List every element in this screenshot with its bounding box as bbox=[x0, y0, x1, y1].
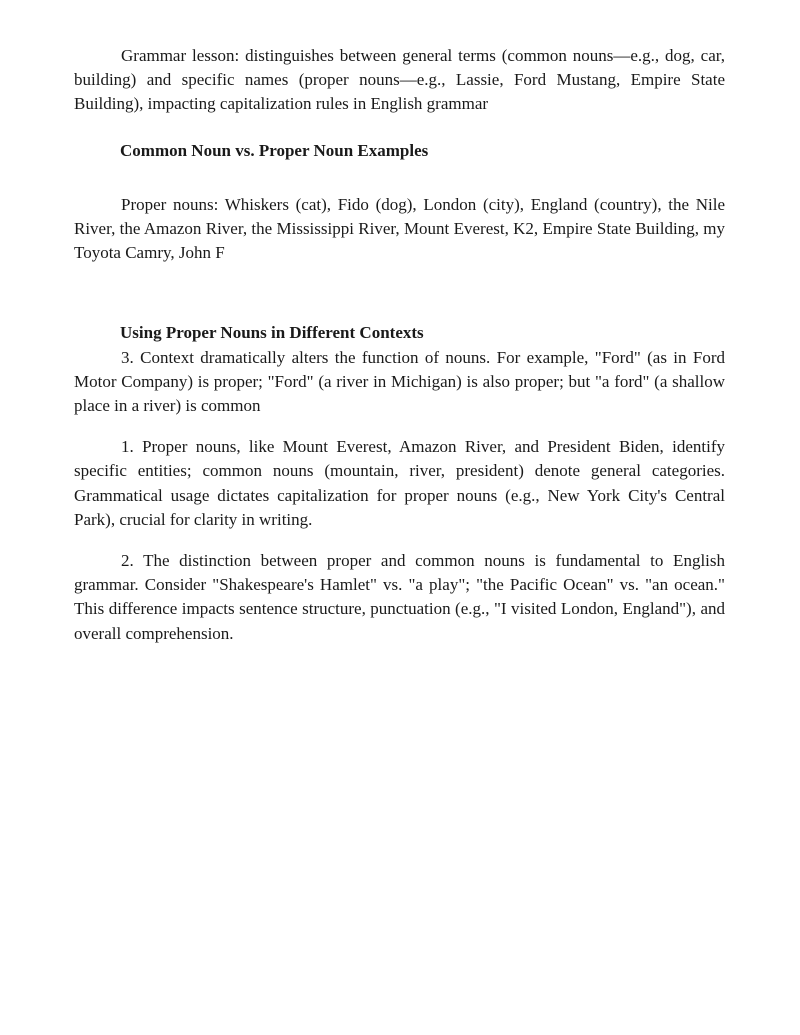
document-page bbox=[74, 44, 725, 646]
heading-contexts: Using Proper Nouns in Different Contexts bbox=[120, 323, 424, 343]
intro-paragraph: Grammar lesson: distinguishes between general terms (common nouns—e.g., dog, car, building) and specific names (proper nouns—e.g., Lassie, Ford Mustang, Empire State Building), impacting capitalization rules in English grammar bbox=[74, 46, 725, 114]
proper-nouns-paragraph: Proper nouns: Whiskers (cat), Fido (dog), London (city), England (country), the Nile River, the Amazon River, the Mississippi River, Mount Everest, K2, Empire State Building, my Toyota Camry, John F bbox=[74, 194, 725, 263]
heading-examples: Common Noun vs. Proper Noun Examples bbox=[120, 140, 429, 160]
paragraph-1: 1. Proper nouns, like Mount Everest, Amazon River, and President Biden, identify specific entities; common nouns (mountain, river, president) denote general categories. Grammatical usage dictates capitalization for proper nouns (e.g., New York City's Central Park), crucial for clarity in writing. bbox=[74, 437, 725, 529]
context-paragraph: 3. Context dramatically alters the function of nouns. For example, "Ford" (as in Ford Motor Company) is proper; "Ford" (a river in Michigan) is also proper; but "a ford" (a shallow place in a river) is common bbox=[74, 347, 725, 416]
paragraph-2: 2. The distinction between proper and common nouns is fundamental to English grammar. Consider "Shakespeare's Hamlet" vs. "a play"; "the Pacific Ocean" vs. "an ocean." This difference impacts sentence structure, punctuation (e.g., "I visited London, England"), and overall comprehension. bbox=[74, 551, 725, 643]
